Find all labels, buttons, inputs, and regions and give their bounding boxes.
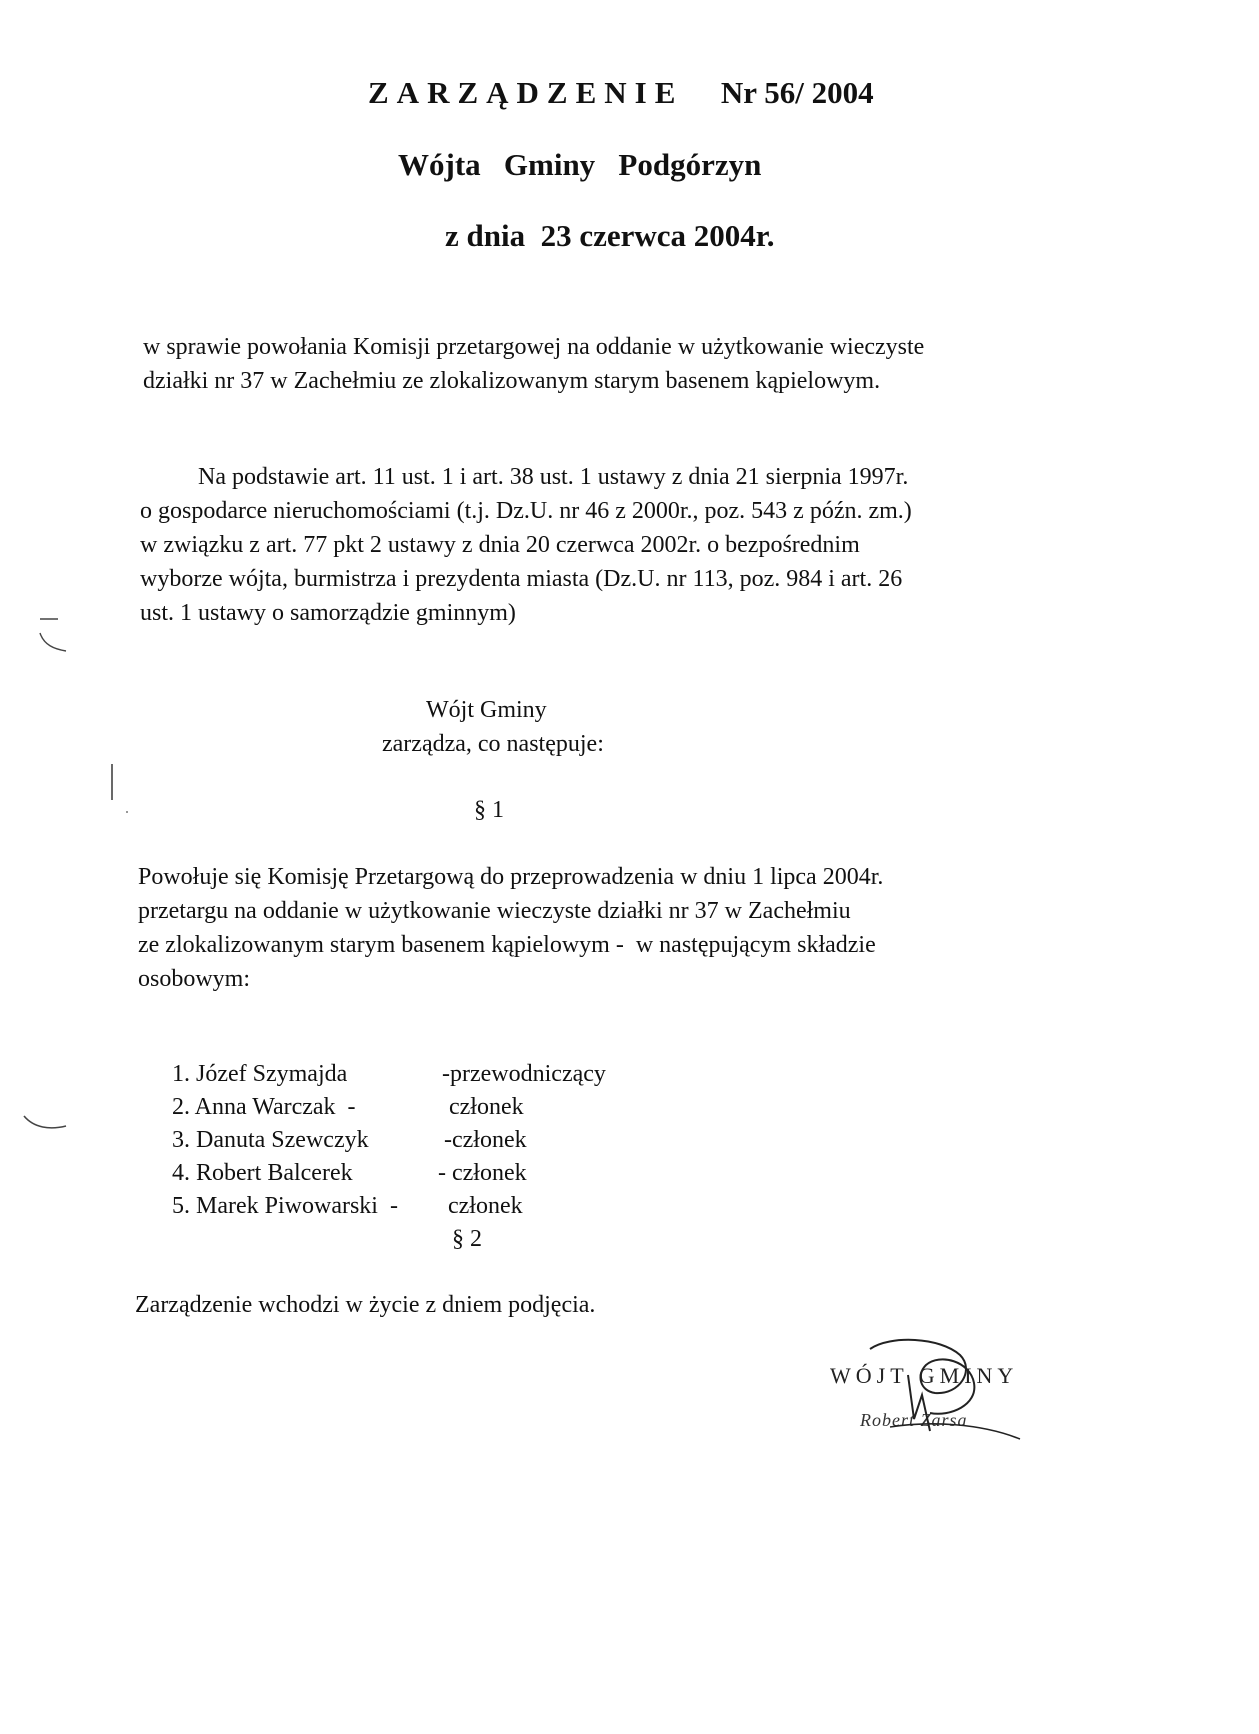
decree-intro-line-2: zarządza, co następuje: — [382, 731, 604, 757]
stamp-text: WÓJT GMINY — [830, 1363, 1019, 1388]
list-item — [136, 1023, 606, 1087]
section-1-line-4: osobowym: — [138, 966, 251, 992]
legal-basis-line-3: w związku z art. 77 pkt 2 ustawy z dnia 20 czerwca 2002r. o bezpośrednim — [140, 532, 860, 558]
subject-line-1: w sprawie powołania Komisji przetargowej na oddanie w użytkowanie wieczyste — [143, 334, 925, 360]
document-title — [368, 75, 874, 111]
title-number: Nr 56/ 2004 — [720, 75, 874, 110]
member-role: - członek — [438, 1160, 527, 1186]
member-role: członek — [448, 1193, 523, 1219]
scan-mark-icon — [105, 760, 135, 820]
section-1-line-2: przetargu na oddanie w użytkowanie wieczyste działki nr 37 w Zachełmiu — [138, 898, 851, 924]
member-name: 4. Robert Balcerek — [172, 1160, 353, 1186]
document-date: z dnia 23 czerwca 2004r. — [445, 218, 775, 253]
stamp-name: Robert Zarsa — [860, 1410, 968, 1430]
legal-basis-line-2: o gospodarce nieruchomościami (t.j. Dz.U. nr 46 z 2000r., poz. 543 z późn. zm.) — [140, 498, 912, 524]
section-2-heading: § 2 — [452, 1226, 482, 1252]
subject-line-2: działki nr 37 w Zachełmiu ze zlokalizowanym starym basenem kąpielowym. — [143, 368, 881, 394]
member-role: członek — [449, 1094, 524, 1120]
title-word: ZARZĄDZENIE — [368, 75, 684, 110]
member-name: 2. Anna Warczak - — [172, 1094, 356, 1120]
signature-icon — [830, 1335, 1050, 1455]
legal-basis-line-4: wyborze wójta, burmistrza i prezydenta miasta (Dz.U. nr 113, poz. 984 i art. 26 — [140, 566, 903, 592]
member-name: 3. Danuta Szewczyk — [172, 1127, 369, 1153]
section-1-line-3: ze zlokalizowanym starym basenem kąpielowym - w następującym składzie — [138, 932, 876, 958]
member-role: -członek — [444, 1127, 527, 1153]
issuer: Wójta Gminy Podgórzyn — [398, 147, 762, 182]
legal-basis-line-1: Na podstawie art. 11 ust. 1 i art. 38 ust. 1 ustawy z dnia 21 sierpnia 1997r. — [198, 464, 909, 490]
member-name: 1. Józef Szymajda — [172, 1061, 348, 1087]
member-name: 5. Marek Piwowarski - — [172, 1193, 398, 1219]
section-1-line-1: Powołuje się Komisję Przetargową do przeprowadzenia w dniu 1 lipca 2004r. — [138, 864, 884, 890]
legal-basis-line-5: ust. 1 ustawy o samorządzie gminnym) — [140, 600, 516, 626]
official-stamp — [830, 1335, 1050, 1455]
decree-intro-line-1: Wójt Gminy — [426, 697, 547, 723]
section-1-heading: § 1 — [474, 797, 504, 823]
member-list — [136, 1023, 606, 1219]
section-2-text: Zarządzenie wchodzi w życie z dniem podjęcia. — [135, 1292, 596, 1318]
member-role: -przewodniczący — [442, 1061, 606, 1087]
scan-mark-icon — [30, 615, 70, 655]
scan-mark-icon — [20, 1110, 70, 1140]
